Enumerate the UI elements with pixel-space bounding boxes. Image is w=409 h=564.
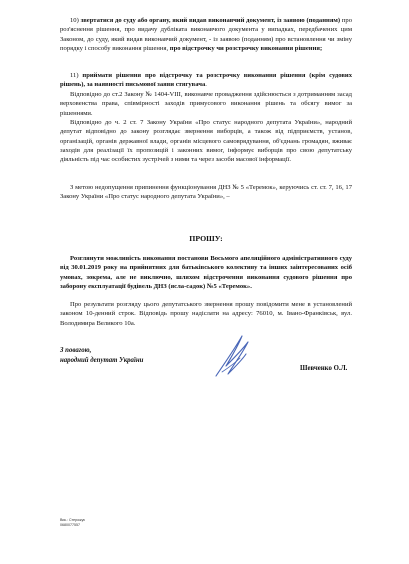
item-11-bold: приймати рішення про відстрочку та розстрочку виконання рішення (крім судових рішень), за наявності письмової заяви стягувача [60,72,352,89]
paragraph-item-10 [60,16,352,53]
signatory-name: Шевченко О.Л. [300,365,348,372]
executor-footer [60,518,85,528]
paragraph-request: Розглянути можливість виконання постанови Восьмого апеляційного адміністративного суду від 30.01.2019 року на прийнятних для батьківського колективу та інших заінтересованих осіб умовах, зокрема, але не виключно, шляхом відстрочення виконання судового рішення про заборону експлуатації будівель ДНЗ (ясла-садок) №5 «Теремок». [60,255,352,290]
item-10-text: про роз'яснення рішення, про видачу дубліката виконавчого документа у випадках, передбачених цим Законом, до суду, який видав виконавчий документ, - із заявою (поданням) про встановлення чи зміну порядку і способу виконання рішення, [60,17,352,52]
regards-text: З повагою, [60,347,92,354]
item-number: 11) [70,72,83,79]
item-11-text: . [205,81,207,89]
paragraph-law-reference: Відповідно до ст.2 Закону № 1404-VIII, виконавче провадження здійснюється з дотриманням засад верховенства права, співмірності заходів примусового виконання рішень та обсягу вимог за рішеннями. [60,91,352,117]
signature-block-left [60,346,143,365]
executor-phone: 0680077557 [60,523,80,527]
item-10-bold-1: звертатися до суду або органу, який видав виконавчий документ, із заявою (поданням) [80,17,341,24]
paragraph-purpose: З метою недопущення припинення функціонування ДНЗ № 5 «Теремок», керуючись ст. ст. 7, 16, 17 Закону України «Про статус народного депутата України», – [60,184,352,201]
signatory-title: народний депутат України [60,356,144,364]
request-heading: ПРОШУ: [189,234,223,243]
item-10-bold-2: про відстрочку чи розстрочку виконання рішення; [169,44,323,52]
handwritten-signature [212,332,252,380]
item-number: 10) [70,17,81,24]
executor-name: Вик.: Стерожук [60,518,85,522]
paragraph-deputy-status: Відповідно до ч. 2 ст. 7 Закону України «Про статус народного депутата України», народний депутат відповідно до закону розглядає звернення виборців, а також від підприємств, установ, організацій, органів державної влади, органів місцевого самоврядування, об'єднань громадян, вживає заходів для реалізації їх пропозицій і законних вимог, інформує виборців про свою депутатську діяльність під час особистих зустрічей з ними та через засоби масової інформації. [60,119,352,164]
paragraph-results: Про результати розгляду цього депутатського звернення прошу повідомити мене в установлений законом 10-денний строк. Відповідь прошу надіслати на адресу: 76010, м. Івано-Франківськ, вул. Володимира Великого 10а. [60,301,352,327]
paragraph-item-11 [60,71,352,90]
